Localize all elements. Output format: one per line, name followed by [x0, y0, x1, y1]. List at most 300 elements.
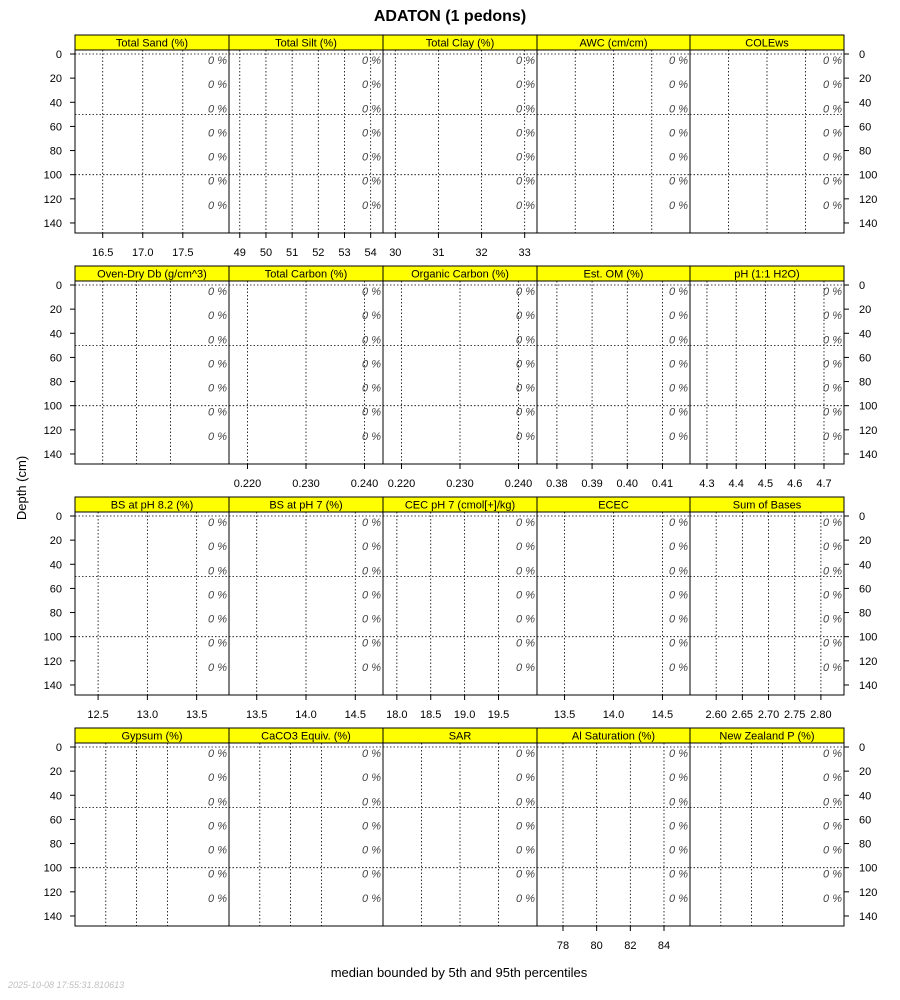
depth-tick-label-right: 100	[859, 400, 878, 413]
pct-label: 0 %	[669, 637, 688, 650]
pct-label: 0 %	[669, 310, 688, 323]
depth-tick-label-left: 60	[49, 121, 62, 134]
pct-label: 0 %	[823, 334, 842, 347]
pct-label: 0 %	[823, 127, 842, 140]
depth-tick-label-left: 80	[49, 376, 62, 389]
pct-label: 0 %	[362, 175, 381, 188]
depth-tick-label-right: 140	[859, 679, 878, 692]
x-tick-label: 13.5	[553, 709, 576, 721]
panel-2-2	[383, 497, 537, 721]
pct-label: 0 %	[823, 199, 842, 212]
pct-label: 0 %	[362, 796, 381, 809]
pct-label: 0 %	[823, 541, 842, 554]
depth-tick-label-right: 20	[859, 535, 872, 548]
panel-strip-label: ECEC	[598, 499, 629, 512]
pct-label: 0 %	[362, 589, 381, 602]
x-tick-label: 0.41	[651, 478, 674, 490]
pct-label: 0 %	[669, 430, 688, 443]
pct-label: 0 %	[362, 517, 381, 530]
panel-1-3	[537, 266, 690, 490]
x-tick-label: 19.5	[487, 709, 510, 721]
x-tick-label: 4.4	[728, 478, 744, 490]
pct-label: 0 %	[669, 175, 688, 188]
pct-label: 0 %	[516, 772, 535, 785]
pct-label: 0 %	[362, 310, 381, 323]
pct-label: 0 %	[208, 199, 227, 212]
pct-label: 0 %	[516, 820, 535, 833]
depth-tick-label-left: 20	[49, 535, 62, 548]
x-tick-label: 0.230	[292, 478, 320, 490]
panel-1-4	[690, 266, 844, 490]
depth-tick-label-right: 0	[859, 49, 866, 61]
depth-tick-label-left: 60	[49, 352, 62, 365]
depth-tick-label-left: 80	[49, 838, 62, 851]
depth-tick-label-right: 60	[859, 121, 872, 134]
pct-label: 0 %	[362, 334, 381, 347]
pct-label: 0 %	[208, 127, 227, 140]
depth-tick-label-left: 0	[55, 742, 62, 754]
depth-tick-label-right: 0	[859, 511, 866, 523]
depth-tick-label-right: 100	[859, 862, 878, 875]
panel-strip-label: Sum of Bases	[732, 499, 802, 512]
depth-tick-label-right: 80	[859, 145, 872, 158]
depth-tick-label-right: 120	[859, 886, 878, 899]
pct-label: 0 %	[208, 517, 227, 530]
panel-frame	[383, 512, 537, 695]
pct-label: 0 %	[516, 892, 535, 905]
pct-label: 0 %	[669, 358, 688, 371]
pct-label: 0 %	[669, 127, 688, 140]
x-tick-label: 4.5	[757, 478, 774, 490]
pct-label: 0 %	[823, 637, 842, 650]
x-tick-label: 0.240	[504, 478, 533, 490]
pct-label: 0 %	[208, 358, 227, 371]
panel-frame	[690, 281, 844, 464]
pct-label: 0 %	[516, 565, 535, 578]
pct-label: 0 %	[208, 151, 227, 164]
pct-label: 0 %	[669, 613, 688, 626]
panel-strip-label: Total Sand (%)	[115, 37, 189, 50]
depth-tick-label-right: 80	[859, 607, 872, 620]
pct-label: 0 %	[516, 661, 535, 674]
depth-tick-label-left: 20	[49, 766, 62, 779]
pct-label: 0 %	[823, 406, 842, 419]
x-tick-label: 0.40	[616, 478, 638, 490]
depth-tick-label-left: 120	[43, 655, 62, 668]
pct-label: 0 %	[669, 844, 688, 857]
depth-tick-label-left: 120	[43, 193, 62, 206]
pct-label: 0 %	[208, 661, 227, 674]
pct-label: 0 %	[516, 637, 535, 650]
pct-label: 0 %	[516, 199, 535, 212]
pct-label: 0 %	[669, 748, 688, 761]
pct-label: 0 %	[669, 103, 688, 116]
panel-strip-label: Organic Carbon (%)	[411, 268, 509, 281]
panel-0-3	[537, 35, 690, 233]
panel-0-0	[75, 35, 229, 259]
pct-label: 0 %	[516, 844, 535, 857]
pct-label: 0 %	[516, 517, 535, 530]
pct-label: 0 %	[823, 844, 842, 857]
pct-label: 0 %	[823, 868, 842, 881]
depth-tick-label-left: 0	[55, 49, 62, 61]
depth-tick-label-right: 20	[859, 766, 872, 779]
pct-label: 0 %	[669, 406, 688, 419]
x-tick-label: 84	[657, 940, 671, 952]
panel-strip-label: CaCO3 Equiv. (%)	[261, 730, 351, 743]
x-tick-label: 18.5	[420, 709, 442, 721]
pct-label: 0 %	[208, 382, 227, 395]
pct-label: 0 %	[362, 406, 381, 419]
depth-tick-label-right: 140	[859, 217, 878, 230]
depth-tick-label-right: 120	[859, 193, 878, 206]
pct-label: 0 %	[823, 748, 842, 761]
depth-tick-label-left: 140	[43, 448, 62, 461]
pct-label: 0 %	[208, 55, 227, 68]
x-tick-label: 52	[312, 247, 325, 259]
x-tick-label: 31	[432, 247, 445, 259]
pct-label: 0 %	[516, 589, 535, 602]
pct-label: 0 %	[362, 127, 381, 140]
panel-frame	[690, 743, 844, 926]
depth-tick-label-left: 80	[49, 145, 62, 158]
x-tick-label: 82	[624, 940, 637, 952]
pct-label: 0 %	[208, 748, 227, 761]
pct-label: 0 %	[669, 565, 688, 578]
pct-label: 0 %	[823, 175, 842, 188]
panel-frame	[75, 743, 229, 926]
depth-tick-label-right: 120	[859, 424, 878, 437]
panel-2-3	[537, 497, 690, 721]
pct-label: 0 %	[208, 286, 227, 299]
depth-tick-label-right: 0	[859, 280, 866, 292]
depth-tick-label-left: 20	[49, 73, 62, 86]
pct-label: 0 %	[823, 310, 842, 323]
pct-label: 0 %	[362, 613, 381, 626]
panel-frame	[383, 50, 537, 233]
pct-label: 0 %	[208, 772, 227, 785]
pct-label: 0 %	[823, 772, 842, 785]
pct-label: 0 %	[362, 430, 381, 443]
pct-label: 0 %	[516, 382, 535, 395]
x-tick-label: 14.5	[344, 709, 366, 721]
chart-title: ADATON (1 pedons)	[373, 8, 527, 25]
pct-label: 0 %	[823, 589, 842, 602]
panel-2-4	[690, 497, 844, 721]
pct-label: 0 %	[208, 103, 227, 116]
pct-label: 0 %	[516, 796, 535, 809]
depth-tick-label-left: 140	[43, 679, 62, 692]
pct-label: 0 %	[669, 868, 688, 881]
panel-strip-label: COLEws	[745, 37, 789, 50]
depth-tick-label-left: 60	[49, 814, 62, 827]
pct-label: 0 %	[208, 637, 227, 650]
panel-3-2	[383, 728, 537, 926]
pct-label: 0 %	[823, 613, 842, 626]
x-tick-label: 49	[233, 247, 246, 259]
x-tick-label: 4.6	[787, 478, 803, 490]
pct-label: 0 %	[516, 310, 535, 323]
x-tick-label: 80	[590, 940, 603, 952]
pct-label: 0 %	[208, 565, 227, 578]
pct-label: 0 %	[208, 541, 227, 554]
depth-tick-label-left: 80	[49, 607, 62, 620]
pct-label: 0 %	[516, 127, 535, 140]
depth-tick-label-right: 80	[859, 376, 872, 389]
pct-label: 0 %	[516, 430, 535, 443]
pct-label: 0 %	[823, 358, 842, 371]
x-tick-label: 17.5	[172, 247, 194, 259]
depth-tick-label-right: 40	[859, 97, 872, 110]
pct-label: 0 %	[208, 430, 227, 443]
pct-label: 0 %	[362, 55, 381, 68]
panel-strip-label: pH (1:1 H2O)	[734, 268, 800, 281]
depth-tick-label-left: 60	[49, 583, 62, 596]
pct-label: 0 %	[208, 79, 227, 92]
pct-label: 0 %	[823, 55, 842, 68]
pct-label: 0 %	[669, 517, 688, 530]
x-tick-label: 50	[259, 247, 273, 259]
pct-label: 0 %	[823, 820, 842, 833]
x-tick-label: 78	[556, 940, 570, 952]
pct-label: 0 %	[208, 796, 227, 809]
panel-frame	[537, 281, 690, 464]
pct-label: 0 %	[208, 334, 227, 347]
pct-label: 0 %	[362, 286, 381, 299]
x-tick-label: 4.3	[699, 478, 715, 490]
depth-tick-label-right: 60	[859, 583, 872, 596]
pct-label: 0 %	[669, 286, 688, 299]
pct-label: 0 %	[669, 541, 688, 554]
pct-label: 0 %	[362, 868, 381, 881]
depth-tick-label-left: 140	[43, 217, 62, 230]
pct-label: 0 %	[516, 55, 535, 68]
pct-label: 0 %	[208, 613, 227, 626]
x-tick-label: 53	[338, 247, 351, 259]
pct-label: 0 %	[208, 844, 227, 857]
pct-label: 0 %	[516, 868, 535, 881]
depth-tick-label-left: 0	[55, 511, 62, 523]
x-tick-label: 13.5	[185, 709, 208, 721]
pct-label: 0 %	[208, 589, 227, 602]
pct-label: 0 %	[362, 199, 381, 212]
pct-label: 0 %	[362, 541, 381, 554]
x-tick-label: 2.75	[784, 709, 806, 721]
depth-tick-label-left: 100	[43, 862, 62, 875]
panel-strip-label: CEC pH 7 (cmol[+]/kg)	[404, 499, 516, 512]
depth-tick-label-left: 100	[43, 631, 62, 644]
pct-label: 0 %	[362, 358, 381, 371]
x-tick-label: 12.5	[87, 709, 109, 721]
pct-label: 0 %	[208, 310, 227, 323]
x-tick-label: 32	[475, 247, 488, 259]
panel-strip-label: BS at pH 8.2 (%)	[110, 499, 194, 512]
x-tick-label: 17.0	[132, 247, 154, 259]
pct-label: 0 %	[208, 406, 227, 419]
depth-tick-label-right: 20	[859, 304, 872, 317]
depth-tick-label-right: 100	[859, 169, 878, 182]
depth-tick-label-right: 40	[859, 328, 872, 341]
pct-label: 0 %	[362, 103, 381, 116]
timestamp-label: 2025-10-08 17:55:31.810613	[8, 980, 125, 990]
pct-label: 0 %	[669, 589, 688, 602]
depth-tick-label-right: 80	[859, 838, 872, 851]
depth-tick-label-right: 40	[859, 559, 872, 572]
depth-tick-label-left: 20	[49, 304, 62, 317]
pct-label: 0 %	[669, 382, 688, 395]
pct-label: 0 %	[516, 541, 535, 554]
pct-label: 0 %	[516, 406, 535, 419]
x-tick-label: 30	[389, 247, 402, 259]
pct-label: 0 %	[362, 151, 381, 164]
depth-tick-label-left: 100	[43, 400, 62, 413]
depth-tick-label-right: 40	[859, 790, 872, 803]
pct-label: 0 %	[823, 103, 842, 116]
pct-label: 0 %	[516, 334, 535, 347]
x-tick-label: 0.39	[581, 478, 603, 490]
panel-frame	[229, 50, 383, 233]
pct-label: 0 %	[669, 892, 688, 905]
depth-tick-label-right: 140	[859, 448, 878, 461]
pct-label: 0 %	[362, 637, 381, 650]
x-tick-label: 0.240	[350, 478, 379, 490]
panel-1-1	[229, 266, 383, 490]
depth-tick-label-left: 100	[43, 169, 62, 182]
pct-label: 0 %	[669, 334, 688, 347]
pct-label: 0 %	[516, 748, 535, 761]
pct-label: 0 %	[362, 661, 381, 674]
pct-label: 0 %	[362, 844, 381, 857]
x-tick-label: 2.80	[810, 709, 832, 721]
panel-frame	[229, 743, 383, 926]
x-tick-label: 14.0	[295, 709, 317, 721]
panel-strip-label: Est. OM (%)	[583, 268, 644, 281]
x-tick-label: 16.5	[92, 247, 114, 259]
pct-label: 0 %	[208, 868, 227, 881]
pct-label: 0 %	[208, 175, 227, 188]
pct-label: 0 %	[823, 382, 842, 395]
pct-label: 0 %	[669, 820, 688, 833]
pct-label: 0 %	[516, 358, 535, 371]
panel-1-0	[75, 266, 229, 464]
depth-tick-label-left: 0	[55, 280, 62, 292]
panel-0-4	[690, 35, 844, 233]
x-tick-label: 0.220	[233, 478, 262, 490]
x-tick-label: 14.5	[651, 709, 674, 721]
x-tick-label: 13.0	[136, 709, 159, 721]
panel-3-0	[75, 728, 229, 926]
x-tick-label: 18.0	[386, 709, 408, 721]
panel-strip-label: Al Saturation (%)	[571, 730, 656, 743]
depth-tick-label-left: 140	[43, 910, 62, 923]
x-tick-label: 0.230	[446, 478, 474, 490]
panel-strip-label: Oven-Dry Db (g/cm^3)	[97, 268, 207, 281]
pct-label: 0 %	[362, 382, 381, 395]
panel-1-2	[383, 266, 537, 490]
x-tick-label: 4.7	[816, 478, 832, 490]
x-tick-label: 0.38	[546, 478, 568, 490]
x-tick-label: 2.65	[731, 709, 754, 721]
pct-label: 0 %	[669, 151, 688, 164]
pct-label: 0 %	[362, 79, 381, 92]
depth-tick-label-right: 60	[859, 352, 872, 365]
panel-0-2	[383, 35, 537, 259]
pct-label: 0 %	[208, 820, 227, 833]
x-tick-label: 0.220	[387, 478, 416, 490]
panel-frame	[75, 281, 229, 464]
pct-label: 0 %	[516, 79, 535, 92]
x-tick-label: 14.0	[602, 709, 625, 721]
x-tick-label: 2.60	[705, 709, 727, 721]
panel-strip-label: Total Silt (%)	[275, 37, 337, 50]
panel-frame	[75, 50, 229, 233]
pct-label: 0 %	[516, 151, 535, 164]
pct-label: 0 %	[516, 613, 535, 626]
pct-label: 0 %	[823, 892, 842, 905]
pct-label: 0 %	[669, 55, 688, 68]
pct-label: 0 %	[516, 103, 535, 116]
depth-tick-label-left: 120	[43, 424, 62, 437]
x-tick-label: 54	[364, 247, 377, 259]
pct-label: 0 %	[823, 79, 842, 92]
panel-strip-label: Total Clay (%)	[425, 37, 495, 50]
pct-label: 0 %	[516, 286, 535, 299]
panel-strip-label: AWC (cm/cm)	[579, 37, 648, 50]
pct-label: 0 %	[669, 199, 688, 212]
pct-label: 0 %	[362, 820, 381, 833]
panel-2-0	[75, 497, 229, 721]
depth-tick-label-left: 40	[49, 97, 62, 110]
panel-strip-label: Total Carbon (%)	[264, 268, 348, 281]
depth-tick-label-right: 100	[859, 631, 878, 644]
y-axis-label: Depth (cm)	[14, 455, 29, 521]
panel-2-1	[229, 497, 383, 721]
panel-frame	[537, 743, 690, 926]
x-axis-label: median bounded by 5th and 95th percentiles	[330, 965, 588, 980]
depth-tick-label-right: 120	[859, 655, 878, 668]
depth-tick-label-left: 40	[49, 559, 62, 572]
depth-tick-label-left: 40	[49, 790, 62, 803]
panel-strip-label: Gypsum (%)	[121, 730, 183, 743]
x-tick-label: 19.0	[453, 709, 476, 721]
pct-label: 0 %	[516, 175, 535, 188]
depth-tick-label-left: 40	[49, 328, 62, 341]
pct-label: 0 %	[823, 151, 842, 164]
pct-label: 0 %	[669, 796, 688, 809]
x-tick-label: 2.70	[757, 709, 780, 721]
x-tick-label: 51	[286, 247, 299, 259]
depth-tick-label-right: 60	[859, 814, 872, 827]
pct-label: 0 %	[823, 661, 842, 674]
pct-label: 0 %	[362, 892, 381, 905]
panel-strip-label: New Zealand P (%)	[719, 730, 815, 743]
depth-tick-label-right: 140	[859, 910, 878, 923]
panel-3-1	[229, 728, 383, 926]
x-tick-label: 13.5	[246, 709, 268, 721]
panel-strip-label: BS at pH 7 (%)	[269, 499, 343, 512]
pct-label: 0 %	[823, 430, 842, 443]
pct-label: 0 %	[823, 796, 842, 809]
panel-0-1	[229, 35, 383, 259]
pct-label: 0 %	[669, 661, 688, 674]
panel-grid	[44, 35, 878, 952]
panel-3-4	[690, 728, 844, 926]
pct-label: 0 %	[362, 772, 381, 785]
depth-tick-label-left: 120	[43, 886, 62, 899]
depth-tick-label-right: 20	[859, 73, 872, 86]
pct-label: 0 %	[823, 565, 842, 578]
x-tick-label: 33	[518, 247, 531, 259]
